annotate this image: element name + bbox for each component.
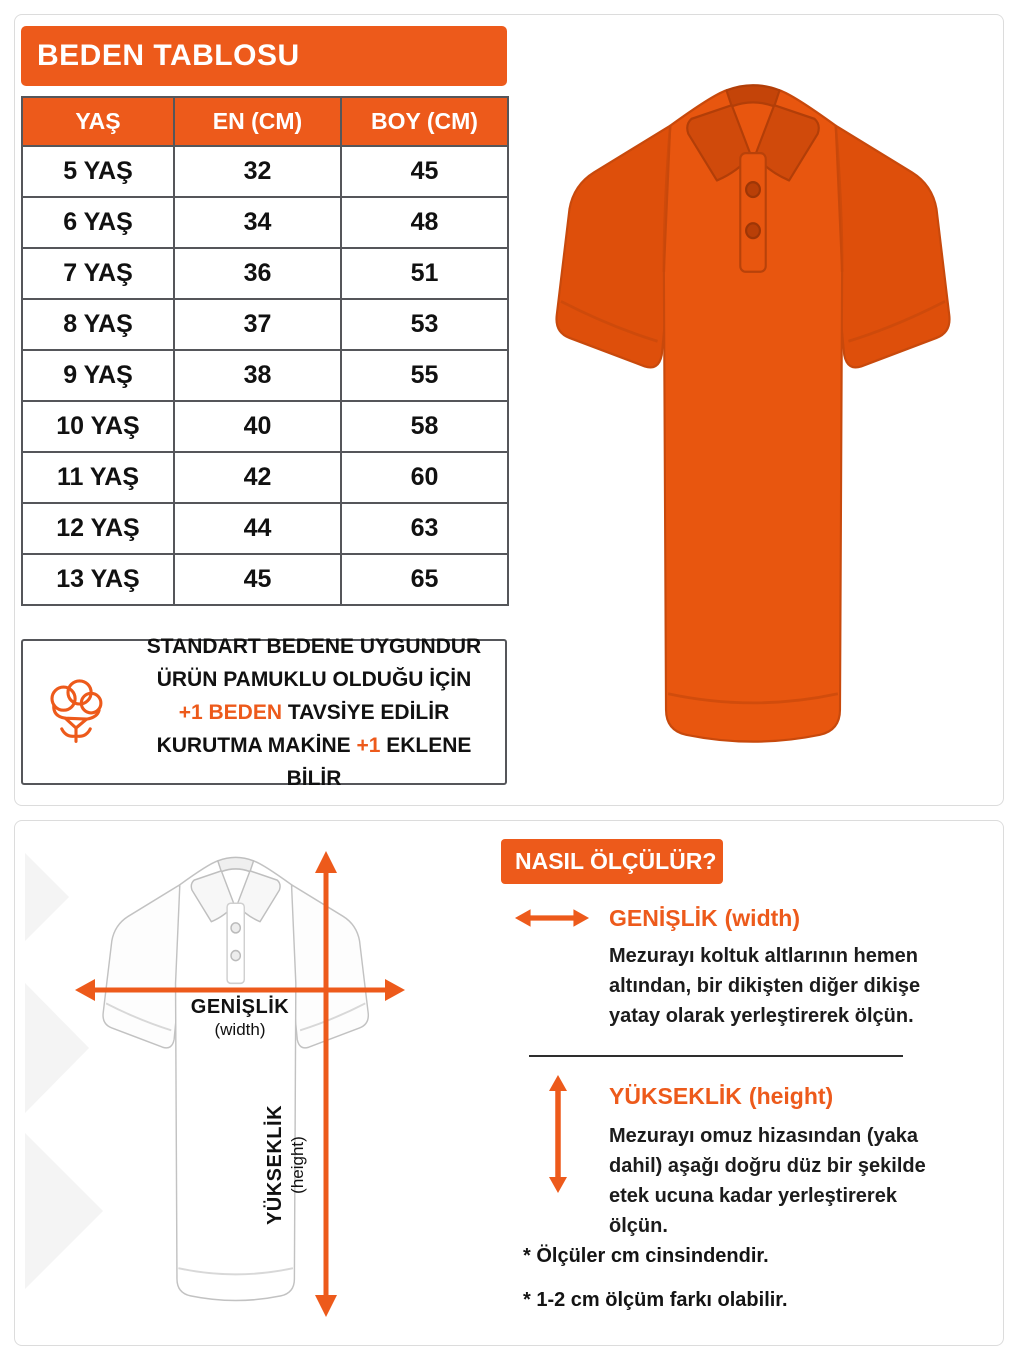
cell-age: 11 YAŞ [22, 452, 174, 503]
height-heading [609, 1083, 833, 1109]
fit-note-line: STANDART BEDENE UYGUNDUR [146, 634, 482, 658]
size-chart-title-bar [21, 26, 507, 86]
cell-age: 10 YAŞ [22, 401, 174, 452]
orange-polo-shirt-image [509, 55, 997, 785]
cell-width: 45 [174, 554, 341, 605]
diagram-width-label-main: GENİŞLİK [190, 996, 290, 1018]
width-arrow-icon [513, 905, 591, 931]
table-row [22, 197, 508, 248]
cell-height: 60 [341, 452, 508, 503]
width-instructions: Mezurayı koltuk altlarının hemen altından, bir dikişten diğer dikişe yatay olarak yerleştirerek ölçün. [609, 945, 921, 1027]
cell-age: 6 YAŞ [22, 197, 174, 248]
width-heading-sub: (width) [724, 905, 800, 931]
table-row [22, 248, 508, 299]
white-polo-diagram-image [25, 833, 495, 1331]
diagram-height-label-sub: (height) [288, 1136, 307, 1194]
size-chart-title: BEDEN TABLOSU [37, 39, 300, 72]
cell-age: 13 YAŞ [22, 554, 174, 605]
table-row [22, 401, 508, 452]
fit-note-line [129, 696, 499, 729]
cell-height: 58 [341, 401, 508, 452]
cell-width: 32 [174, 146, 341, 197]
fit-note-box [21, 634, 507, 790]
table-row [22, 146, 508, 197]
table-row [22, 299, 508, 350]
fit-note-pre: KURUTMA MAKİNE [156, 733, 357, 757]
cell-age: 12 YAŞ [22, 503, 174, 554]
cell-width: 36 [174, 248, 341, 299]
fit-note-text [129, 630, 505, 795]
diagram-width-label [160, 996, 320, 1040]
width-heading-main: GENİŞLİK [609, 905, 718, 931]
table-row [22, 503, 508, 554]
diagram-height-label-main: YÜKSEKLİK [264, 1104, 286, 1226]
cell-height: 65 [341, 554, 508, 605]
cell-height: 55 [341, 350, 508, 401]
table-row [22, 554, 508, 605]
cell-width: 34 [174, 197, 341, 248]
fit-note-accent: +1 [356, 733, 381, 757]
diagram-width-label-sub: (width) [214, 1020, 266, 1039]
fit-note-line: ÜRÜN PAMUKLU OLDUĞU İÇİN [156, 667, 472, 691]
fit-note-rest: EKLENE BİLİR [286, 733, 472, 790]
how-to-measure-title: NASIL ÖLÇÜLÜR? [515, 848, 717, 874]
cell-width: 42 [174, 452, 341, 503]
size-table-header-row [22, 97, 508, 146]
column-header-height: BOY (CM) [341, 97, 508, 146]
cell-age: 8 YAŞ [22, 299, 174, 350]
fit-note-accent: +1 BEDEN [178, 700, 283, 724]
size-chart-panel [14, 14, 1004, 806]
cell-height: 53 [341, 299, 508, 350]
section-divider [529, 1055, 903, 1057]
width-heading [609, 905, 800, 931]
height-arrow-icon [545, 1073, 571, 1195]
cell-height: 63 [341, 503, 508, 554]
how-to-measure-title-bar [501, 839, 723, 884]
cell-height: 48 [341, 197, 508, 248]
cotton-icon [23, 672, 129, 752]
cell-age: 5 YAŞ [22, 146, 174, 197]
cell-height: 51 [341, 248, 508, 299]
size-table [21, 96, 509, 606]
measurement-diagram [25, 833, 495, 1331]
table-row [22, 452, 508, 503]
cell-width: 38 [174, 350, 341, 401]
height-instructions: Mezurayı omuz hizasından (yaka dahil) aşağı doğru düz bir şekilde etek ucuna kadar yerleştirerek ölçün. [609, 1125, 926, 1237]
fit-note-line [129, 729, 499, 795]
cell-height: 45 [341, 146, 508, 197]
measurement-note: * Ölçüler cm cinsindendir. [523, 1245, 769, 1267]
measurement-note: * 1-2 cm ölçüm farkı olabilir. [523, 1289, 788, 1311]
cell-width: 40 [174, 401, 341, 452]
height-heading-main: YÜKSEKLİK [609, 1083, 742, 1109]
cell-age: 9 YAŞ [22, 350, 174, 401]
cell-age: 7 YAŞ [22, 248, 174, 299]
cell-width: 37 [174, 299, 341, 350]
measure-guide-panel [14, 820, 1004, 1346]
column-header-width: EN (CM) [174, 97, 341, 146]
table-row [22, 350, 508, 401]
diagram-height-label [264, 1080, 310, 1250]
column-header-age: YAŞ [22, 97, 174, 146]
cell-width: 44 [174, 503, 341, 554]
fit-note-rest: TAVSİYE EDİLİR [282, 700, 450, 724]
height-heading-sub: (height) [748, 1083, 834, 1109]
